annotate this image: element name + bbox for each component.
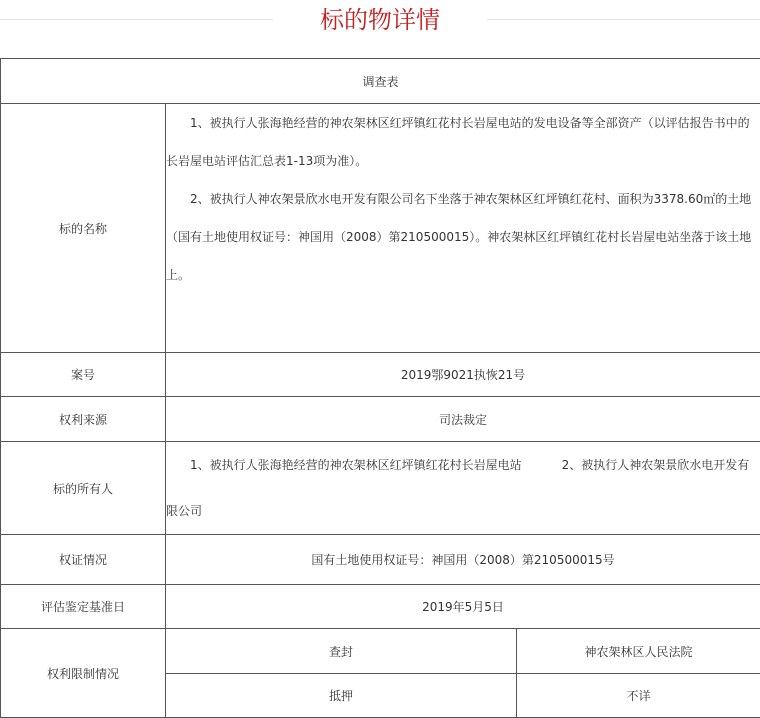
owner-item-1: 1、被执行人张海艳经营的神农架林区红坪镇红花村长岩屋电站 <box>190 458 522 472</box>
table-row <box>1 585 760 629</box>
table-row <box>1 629 760 674</box>
target-name-item-2: 2、被执行人神农架景欣水电开发有限公司名下坐落于神农架林区红坪镇红花村、面积为3378.60㎡的土地（国有土地使用权证号：神国用（2008）第210500015）。神农架林区红坪镇红花村长岩屋电站坐落于该土地上。 <box>166 180 760 294</box>
restriction-party: 不详 <box>517 674 760 718</box>
row-label-case-no: 案号 <box>1 353 166 397</box>
survey-table <box>0 58 760 718</box>
row-label-name: 标的名称 <box>1 104 166 353</box>
restriction-type: 查封 <box>166 629 517 674</box>
row-label-appraisal-date: 评估鉴定基准日 <box>1 585 166 629</box>
title-bar <box>0 0 760 44</box>
table-header-row <box>1 59 760 104</box>
case-no-value: 2019鄂9021执恢21号 <box>166 353 760 397</box>
owner-cell <box>166 442 760 535</box>
page-title: 标的物详情 <box>273 3 487 37</box>
table-row <box>1 535 760 585</box>
target-name-cell <box>166 104 760 353</box>
table-row <box>1 442 760 535</box>
row-label-restrictions: 权利限制情况 <box>1 629 166 718</box>
table-header: 调查表 <box>1 59 760 104</box>
row-label-owner: 标的所有人 <box>1 442 166 535</box>
owner-item-2: 2、被执行人神农架景欣水电开发有限公司 <box>166 458 749 518</box>
table-row <box>1 353 760 397</box>
restriction-party: 神农架林区人民法院 <box>517 629 760 674</box>
table-row <box>1 397 760 442</box>
target-name-item-1: 1、被执行人张海艳经营的神农架林区红坪镇红花村长岩屋电站的发电设备等全部资产（以评估报告书中的长岩屋电站评估汇总表1-13项为准）。 <box>166 104 760 180</box>
row-label-rights-source: 权利来源 <box>1 397 166 442</box>
appraisal-date-value: 2019年5月5日 <box>166 585 760 629</box>
rights-source-value: 司法裁定 <box>166 397 760 442</box>
restriction-type: 抵押 <box>166 674 517 718</box>
row-label-certificate: 权证情况 <box>1 535 166 585</box>
title-divider-right <box>487 19 760 20</box>
certificate-value: 国有土地使用权证号：神国用（2008）第210500015号 <box>166 535 760 585</box>
table-row <box>1 104 760 353</box>
title-divider-left <box>0 19 273 20</box>
